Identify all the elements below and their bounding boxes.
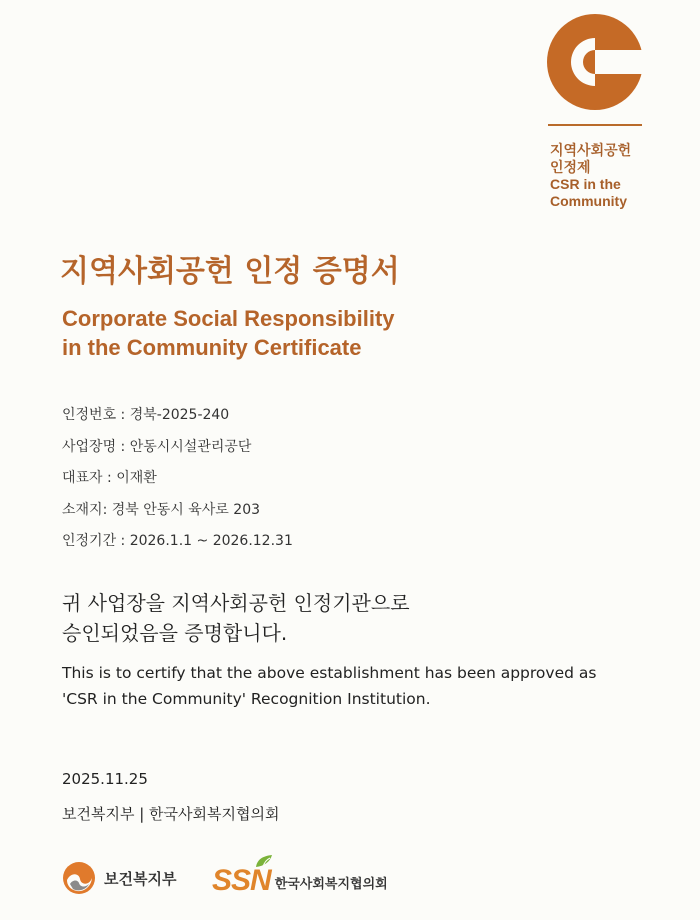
certification-period: 인정기간 : 2026.1.1 ~ 2026.12.31 [62, 533, 293, 549]
title-english [62, 304, 395, 362]
mohw-logo [62, 858, 176, 898]
csr-logo-text [550, 142, 690, 210]
ssn-mark [212, 864, 271, 898]
statement-korean-line1: 귀 사업장을 지역사회공헌 인정기관으로 [62, 591, 410, 615]
issue-date: 2025.11.25 [62, 770, 148, 788]
statement-english [62, 660, 596, 712]
logo-text-line4: Community [550, 193, 627, 209]
leaf-icon [254, 854, 274, 868]
business-name: 사업장명 : 안동시시설관리공단 [62, 438, 252, 455]
logo-text-line1: 지역사회공헌 [550, 142, 632, 158]
mohw-name: 보건복지부 [104, 869, 177, 888]
certificate-info [62, 404, 293, 562]
ssn-name: 한국사회복지협의회 [274, 877, 388, 892]
issuers: 보건복지부 | 한국사회복지협의회 [62, 805, 280, 823]
logo-divider [548, 124, 642, 126]
csr-c-logo-icon [545, 12, 645, 112]
statement-english-line2: 'CSR in the Community' Recognition Institution. [62, 690, 431, 708]
ssn-mark-text: SSN [212, 864, 271, 897]
statement-english-line1: This is to certify that the above establishment has been approved as [62, 664, 597, 682]
logo-text-line3: CSR in the [550, 176, 621, 192]
title-english-line1: Corporate Social Responsibility [62, 306, 395, 331]
representative: 대표자 : 이재환 [62, 470, 157, 486]
address: 소재지: 경북 안동시 육사로 203 [62, 501, 261, 518]
title-english-line2: in the Community Certificate [62, 335, 362, 360]
cert-number: 인정번호 : 경북-2025-240 [62, 407, 230, 423]
statement-korean-line2: 승인되었음을 증명합니다. [62, 621, 288, 645]
taegeuk-emblem-icon [62, 861, 96, 895]
logo-text-line2: 인정제 [550, 159, 591, 175]
statement-korean [62, 588, 410, 648]
ssn-logo [212, 854, 388, 898]
title-korean: 지역사회공헌 인정 증명서 [60, 254, 400, 289]
